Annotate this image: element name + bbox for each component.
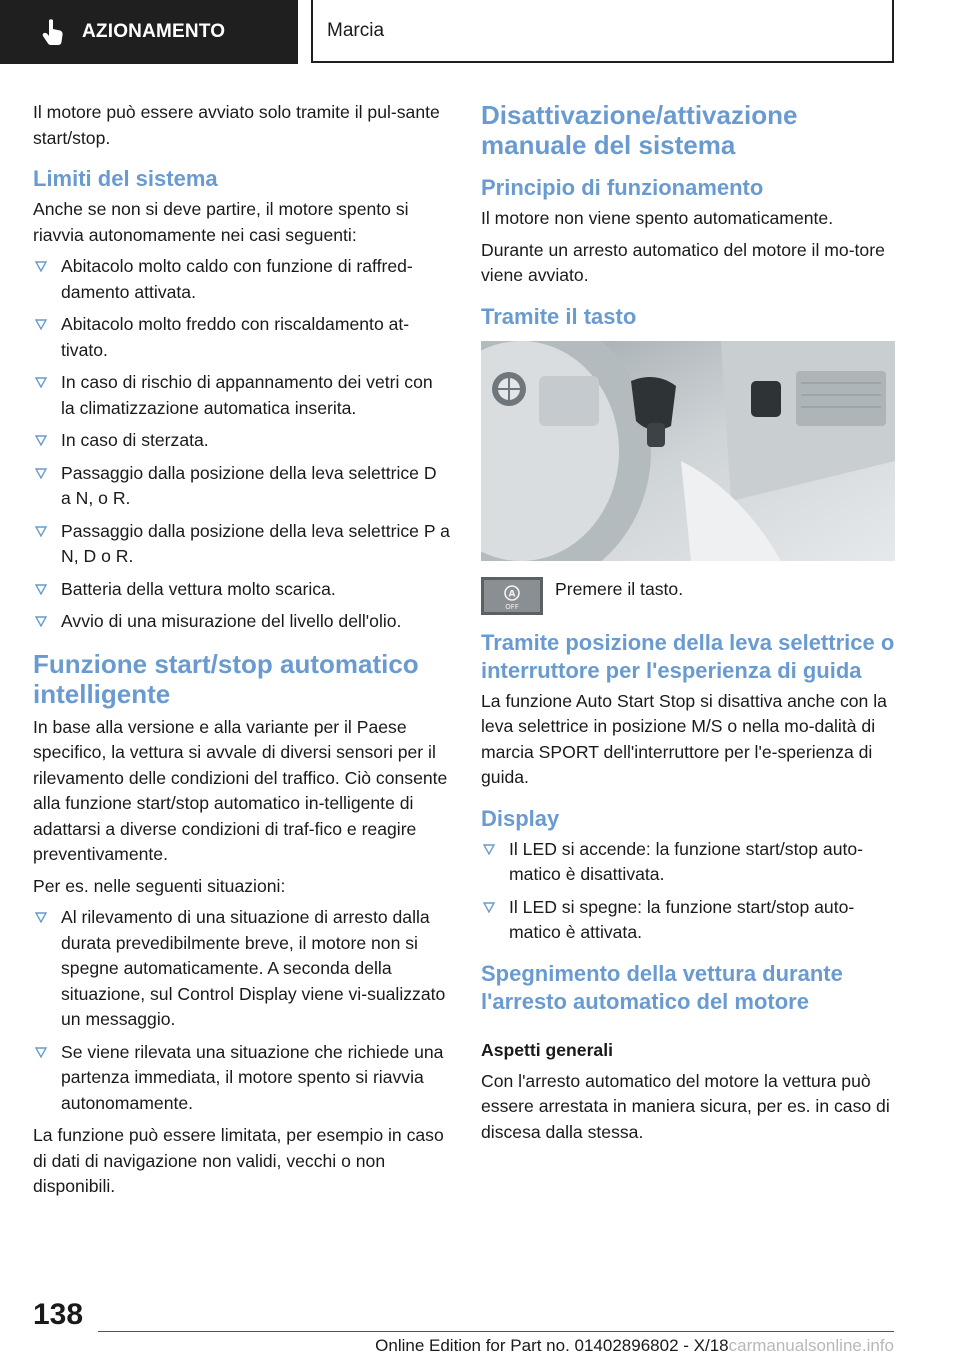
- triangle-bullet-icon: [35, 1047, 47, 1058]
- selector-heading: Tramite posizione della leva selettrice o interruttore per l'esperienza di guida: [481, 629, 895, 683]
- list-item: [33, 312, 451, 363]
- list-item: [33, 428, 451, 454]
- triangle-bullet-icon: [35, 912, 47, 923]
- manual-heading: Disattivazione/attivazione manuale del sistema: [481, 100, 798, 160]
- list-item: [33, 370, 451, 421]
- left-column: [33, 100, 451, 1206]
- general-heading: Aspetti generali: [481, 1039, 613, 1060]
- example-list: [33, 905, 451, 1116]
- limits-text: Anche se non si deve partire, il motore spento si riavvia autonomamente nei casi seguenti:: [33, 199, 409, 245]
- principle-p2: Durante un arresto automatico del motore il mo-tore viene avviato.: [481, 239, 885, 285]
- list-item-text: Avvio di una misurazione del livello dell'olio.: [61, 611, 402, 631]
- svg-text:OFF: OFF: [505, 602, 519, 611]
- intelligent-text: In base alla versione e alla variante per il Paese specifico, la vettura si avvale di diversi sensori per il rilevamento delle condizioni del traffico. Ciò consente alla funzione start/stop automatico in-telligente di adattarsi a diverse condizioni di traf-fico e reagire preventivamente.: [33, 716, 448, 864]
- list-item-text: Se viene rilevata una situazione che richiede una partenza immediata, il motore spento si riavvia autonomamente.: [61, 1041, 444, 1113]
- chapter-title: Marcia: [327, 19, 385, 41]
- list-item: [33, 905, 451, 1033]
- triangle-bullet-icon: [35, 435, 47, 446]
- list-item: [481, 837, 899, 888]
- intelligent-heading: Funzione start/stop automatico intelligente: [33, 648, 419, 709]
- hand-pointer-icon: [38, 17, 68, 47]
- example-intro: Per es. nelle seguenti situazioni:: [33, 875, 286, 896]
- list-item-text: Passaggio dalla posizione della leva selettrice D a N, o R.: [61, 462, 437, 508]
- list-item: [33, 519, 451, 570]
- selector-text: La funzione Auto Start Stop si disattiva anche con la leva selettrice in posizione M/S o nella mo-dalità di marcia SPORT dell'interruttore per l'e-sperienza di guida.: [481, 690, 887, 787]
- triangle-bullet-icon: [483, 844, 495, 855]
- button-instruction: [481, 577, 899, 615]
- triangle-bullet-icon: [35, 468, 47, 479]
- triangle-bullet-icon: [35, 261, 47, 272]
- triangle-bullet-icon: [35, 526, 47, 537]
- chapter-header: [311, 0, 894, 63]
- auto-start-stop-off-button-icon: [481, 577, 543, 615]
- list-item: [481, 895, 899, 946]
- list-item-text: In caso di sterzata.: [61, 430, 209, 450]
- list-item: [33, 609, 451, 635]
- display-list: [481, 837, 899, 946]
- footer-edition: [375, 1336, 894, 1356]
- list-item: [33, 1040, 451, 1117]
- edition-text: Online Edition for Part no. 01402896802 - X/18: [375, 1336, 729, 1355]
- right-column: [481, 100, 899, 1151]
- shutdown-heading: Spegnimento della vettura durante l'arresto automatico del motore: [481, 960, 843, 1014]
- list-item: [33, 577, 451, 603]
- svg-text:A: A: [508, 589, 516, 599]
- triangle-bullet-icon: [35, 319, 47, 330]
- limited-text: La funzione può essere limitata, per esempio in caso di dati di navigazione non validi, vecchi o non disponibili.: [33, 1125, 444, 1196]
- list-item-text: Il LED si spegne: la funzione start/stop auto-matico è attivata.: [509, 896, 855, 942]
- list-item-text: In caso di rischio di appannamento dei vetri con la climatizzazione automatica inserita.: [61, 372, 433, 418]
- list-item-text: Al rilevamento di una situazione di arresto dalla durata prevedibilmente breve, il motore non si spegne automaticamente. A seconda della situazione, sul Control Display viene vi-sualizzato un messaggio.: [61, 907, 446, 1029]
- limits-list: [33, 254, 451, 635]
- section-header: [0, 0, 298, 64]
- limits-heading: Limiti del sistema: [33, 166, 218, 191]
- list-item-text: Passaggio dalla posizione della leva selettrice P a N, D o R.: [61, 520, 450, 566]
- triangle-bullet-icon: [35, 584, 47, 595]
- triangle-bullet-icon: [483, 902, 495, 913]
- dashboard-photo: [481, 341, 895, 561]
- page-number: 138: [33, 1298, 84, 1331]
- section-title: AZIONAMENTO: [82, 21, 226, 42]
- list-item-text: Abitacolo molto freddo con riscaldamento at-tivato.: [61, 314, 410, 360]
- list-item-text: Batteria della vettura molto scarica.: [61, 578, 336, 599]
- principle-heading: Principio di funzionamento: [481, 175, 764, 200]
- intro-paragraph: Il motore può essere avviato solo tramite il pul-sante start/stop.: [33, 102, 440, 148]
- list-item: [33, 461, 451, 512]
- triangle-bullet-icon: [35, 616, 47, 627]
- list-item-text: Il LED si accende: la funzione start/stop auto-matico è disattivata.: [509, 838, 864, 884]
- triangle-bullet-icon: [35, 377, 47, 388]
- list-item-text: Abitacolo molto caldo con funzione di raffred-damento attivata.: [61, 256, 413, 302]
- watermark-text: carmanualsonline.info: [728, 1336, 894, 1355]
- general-text: Con l'arresto automatico del motore la vettura può essere arrestata in maniera sicura, per es. in caso di discesa dalla stessa.: [481, 1070, 890, 1142]
- footer-divider: [98, 1331, 894, 1332]
- list-item: [33, 254, 451, 305]
- press-button-text: Premere il tasto.: [555, 578, 684, 599]
- principle-p1: Il motore non viene spento automaticamente.: [481, 208, 834, 228]
- display-heading: Display: [481, 805, 560, 831]
- button-heading: Tramite il tasto: [481, 303, 637, 329]
